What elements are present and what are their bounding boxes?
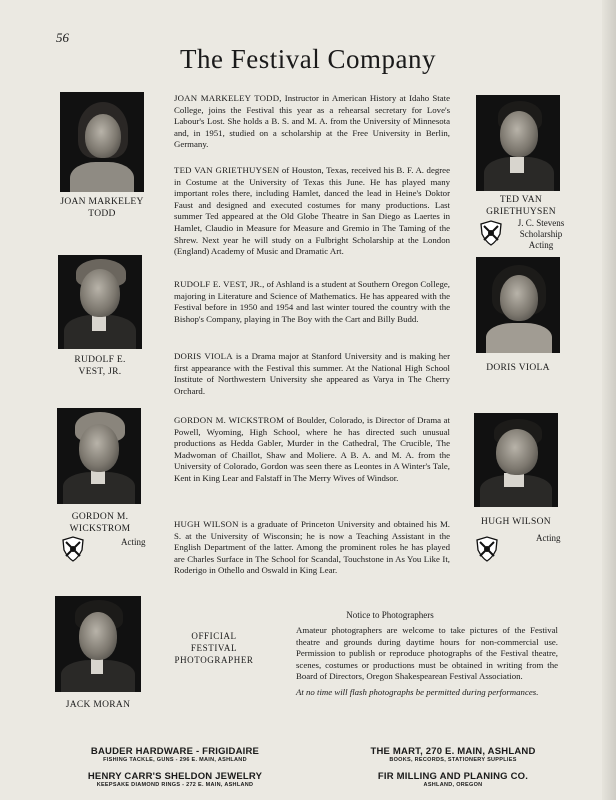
- bio-name: DORIS VIOLA: [174, 351, 233, 361]
- caption-joan-todd: [40, 196, 164, 220]
- bio-text: is a graduate of Princeton University and obtained his M. S. at the University of Wisconsin; he is now a Teaching Assistant in the English Department of the latter. Among the prominent roles he has played are Charles Surface in The School for Scandal, Touchstone in As You Like It, Roderigo in Othello and Oswald in King Lear.: [174, 519, 450, 576]
- bio-hugh-wilson: [174, 519, 450, 577]
- caption-line: DORIS VIOLA: [486, 363, 550, 373]
- caption-line: J. C. Stevens: [517, 218, 565, 228]
- photo-jack-moran: [55, 596, 141, 692]
- caption-line: Acting: [528, 240, 554, 250]
- photo-joan-todd: [60, 92, 144, 192]
- ad-title: HENRY CARR'S SHELDON JEWELRY: [87, 771, 263, 782]
- caption-line: JACK MORAN: [65, 700, 131, 710]
- bio-name: TED VAN GRIETHUYSEN: [174, 165, 280, 175]
- bio-doris-viola: [174, 351, 450, 397]
- ad-the-mart: [318, 746, 588, 763]
- notice-footer: At no time will flash photographs be permitted during performances.: [296, 687, 539, 697]
- caption-hugh-wilson: [466, 516, 566, 528]
- caption-line: VEST, JR.: [78, 367, 122, 377]
- festival-crest-icon: [478, 220, 504, 246]
- caption-line: WICKSTROM: [69, 524, 131, 534]
- bio-text: , Instructor in American History at Idaho State College, joins the Festival this year as a rehearsal secretary for Love's Labour's Lost. She holds a B. S. and M. A. from the University of Minnesota and, in 1951, studied on a scholarship at the Free University in Berlin, Germany.: [174, 93, 450, 150]
- bio-name: GORDON M. WICKSTROM: [174, 415, 285, 425]
- festival-crest-icon: [60, 536, 86, 562]
- bio-name: RUDOLF E. VEST, JR.: [174, 279, 263, 289]
- bio-ted-griethuysen: [174, 165, 450, 258]
- page-title: The Festival Company: [180, 44, 436, 74]
- ad-subtitle: FISHING TACKLE, GUNS - 296 E. MAIN, ASHLAND: [103, 757, 247, 763]
- photo-doris-viola: [476, 257, 560, 353]
- caption-line: RUDOLF E.: [74, 355, 126, 365]
- official-line: FESTIVAL: [190, 643, 238, 653]
- bio-joan-todd: [174, 93, 450, 151]
- caption-rudolf-vest: [50, 354, 150, 378]
- caption-ted-scholarship: [506, 218, 576, 251]
- bio-text: is a Drama major at Stanford University and is making her first appearance with the Festival this summer. At the National High School Institute of Northwestern University she appeared as Varya in The Cherry Orchard.: [174, 351, 451, 396]
- official-line: OFFICIAL: [191, 631, 237, 641]
- bio-name: JOAN MARKELEY TODD: [174, 93, 280, 103]
- caption-line: GRIETHUYSEN: [486, 207, 556, 217]
- photo-hugh-wilson: [474, 413, 558, 507]
- caption-line: TODD: [88, 209, 116, 219]
- ad-sheldon-jewelry: [40, 771, 310, 788]
- caption-line: JOAN MARKELEY: [60, 197, 144, 207]
- ad-subtitle: ASHLAND, OREGON: [423, 782, 483, 788]
- photo-rudolf-vest: [58, 255, 142, 349]
- caption-hugh-role: Acting: [536, 533, 561, 543]
- ad-bauder-hardware: [40, 746, 310, 763]
- photo-gordon-wickstrom: [57, 408, 141, 504]
- official-line: PHOTOGRAPHER: [174, 655, 254, 665]
- ad-title: FIR MILLING AND PLANING CO.: [377, 771, 529, 782]
- bio-rudolf-vest: [174, 279, 450, 325]
- official-photographer-label: [164, 630, 264, 666]
- bio-gordon-wickstrom: [174, 415, 450, 485]
- caption-line: Scholarship: [519, 229, 563, 239]
- bio-text: of Boulder, Colorado, is Director of Drama at Powell, Wyoming, High School, where he has directed such unusual productions as Hedda Gabler, Murder in the Cathedral, The Crucible, The Madwoman of Chaillot, Shaw and Moliere. A B. A. and M. A. from the University of Colorado, Gordon was seen there as Leontes in A Winter's Tale, Kent in King Lear and Falstaff in The Merry Wives of Windsor.: [174, 415, 450, 483]
- ad-title: BAUDER HARDWARE - FRIGIDAIRE: [90, 746, 260, 757]
- caption-doris-viola: [468, 362, 568, 374]
- notice-body: Amateur photographers are welcome to take pictures of the Festival theatre and grounds during daytime hours for non-commercial use. Permission to publish or reproduce photographs of the Festival theatre, scenes, costumes or productions must be obtained in writing from the Board of Directors, Oregon Shakespearean Festival Association.: [296, 625, 558, 682]
- ad-title: THE MART, 270 E. MAIN, ASHLAND: [370, 746, 536, 757]
- photo-ted-griethuysen: [476, 95, 560, 191]
- caption-gordon-role: Acting: [121, 537, 146, 547]
- festival-crest-icon: [474, 536, 500, 562]
- bio-name: HUGH WILSON: [174, 519, 239, 529]
- bio-text: of Houston, Texas, received his B. F. A. degree in Costume at the University of Texas this June. He has played many important roles there, including Hamlet, danced the lead in Heine's Doktor Faust and designed and executed costumes for many productions. Last summer Ted appeared at the Old Globe Theatre in San Diego as Laertes in Hamlet, Claudio in Measure for Measure and Gremio in The Taming of the Shrew. Next year he will study on a Fulbright Scholarship at the London (England) Academy of Music and Dramatic Art.: [174, 165, 450, 257]
- page-edge: [602, 0, 616, 800]
- ad-subtitle: BOOKS, RECORDS, STATIONERY SUPPLIES: [389, 757, 517, 763]
- caption-gordon-wickstrom: [45, 511, 155, 535]
- notice-title: Notice to Photographers: [346, 610, 434, 620]
- ad-fir-milling: [318, 771, 588, 788]
- caption-line: TED VAN: [499, 195, 543, 205]
- bio-text: , of Ashland is a student at Southern Oregon College, majoring in Literature and Science of Mathematics. He has appeared with the Festival before in 1950 and 1954 and last winter toured the country with the Bishop's Company, playing in The Boy with the Cart and Billy Budd.: [174, 279, 450, 324]
- caption-line: HUGH WILSON: [481, 517, 551, 527]
- caption-jack-moran: [48, 699, 148, 711]
- caption-line: GORDON M.: [71, 512, 129, 522]
- ad-subtitle: KEEPSAKE DIAMOND RINGS - 272 E. MAIN, ASHLAND: [96, 782, 254, 788]
- caption-ted-griethuysen: [466, 194, 576, 218]
- page-number: 56: [56, 30, 69, 45]
